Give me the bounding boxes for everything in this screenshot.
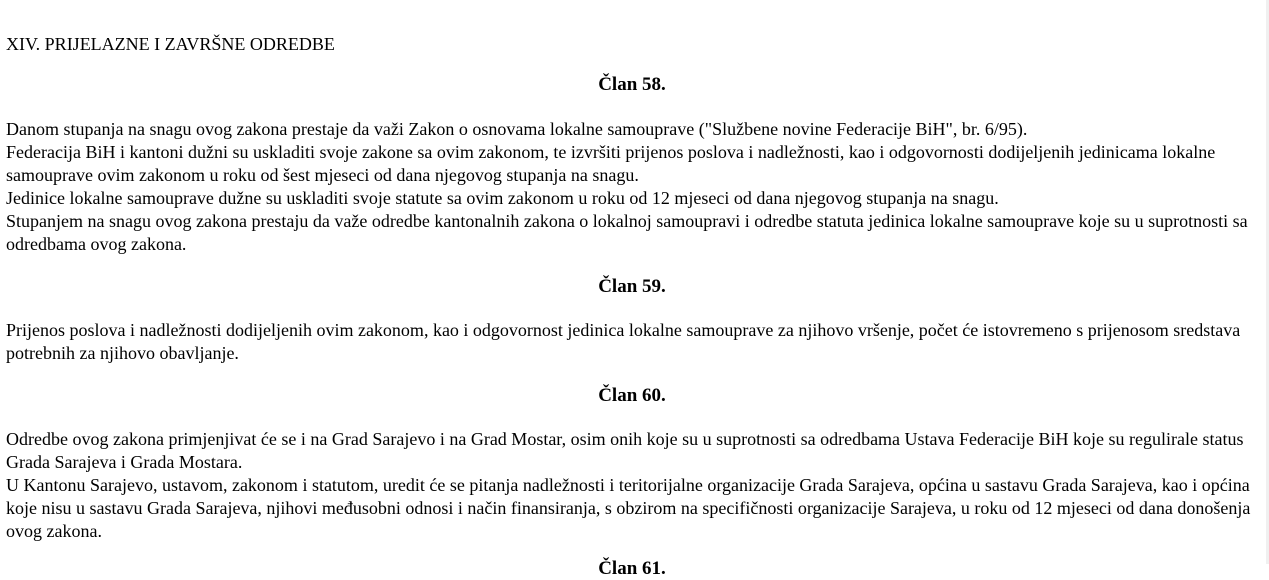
paragraph: Danom stupanja na snagu ovog zakona prestaje da važi Zakon o osnovama lokalne samouprave ("Službene novine Federacije BiH", br. 6/95). bbox=[6, 119, 1028, 139]
article-heading-61-partial: Član 61. bbox=[598, 558, 666, 579]
paragraph: Federacija BiH i kantoni dužni su uskladiti svoje zakone sa ovim zakonom, te izvršiti prijenos poslova i nadležnosti, kao i odgovornosti dodijeljenih jedinicama lokalne samouprave ovim zakonom u roku od šest mjeseci od dana njegovog stupanja na snagu. bbox=[6, 142, 1216, 185]
chapter-title: XIV. PRIJELAZNE I ZAVRŠNE ODREDBE bbox=[6, 34, 335, 54]
paragraph: U Kantonu Sarajevo, ustavom, zakonom i statutom, uredit će se pitanja nadležnosti i teritorijalne organizacije Grada Sarajeva, općina u sastavu Grada Sarajeva, kao i općina koje nisu u sastavu Grada Sarajeva, njihovi međusobni odnosi i način finansiranja, s obzirom na specifičnosti organizacije Sarajeva, u roku od 12 mjeseci od dana donošenja ovog zakona. bbox=[6, 475, 1251, 541]
paragraph: Stupanjem na snagu ovog zakona prestaju da važe odredbe kantonalnih zakona o lokalnoj samoupravi i odredbe statuta jedinica lokalne samouprave koje su u suprotnosti sa odredbama ovog zakona. bbox=[6, 211, 1248, 254]
article-heading-58: Član 58. bbox=[598, 74, 666, 95]
article-heading-59: Član 59. bbox=[598, 276, 666, 297]
paragraph: Prijenos poslova i nadležnosti dodijeljenih ovim zakonom, kao i odgovornost jedinica lokalne samouprave za njihovo vršenje, počet će istovremeno s prijenosom sredstava potrebnih za njihovo obavljanje. bbox=[6, 320, 1241, 363]
paragraph: Odredbe ovog zakona primjenjivat će se i na Grad Sarajevo i na Grad Mostar, osim onih koje su u suprotnosti sa odredbama Ustava Federacije BiH koje su regulirale status Grada Sarajeva i Grada Mostara. bbox=[6, 429, 1244, 472]
article-58-body bbox=[6, 118, 1258, 256]
article-heading-60: Član 60. bbox=[598, 385, 666, 406]
article-60-body bbox=[6, 428, 1258, 543]
paragraph: Jedinice lokalne samouprave dužne su uskladiti svoje statute sa ovim zakonom u roku od 12 mjeseci od dana njegovog stupanja na snagu. bbox=[6, 188, 999, 208]
article-59-body bbox=[6, 319, 1258, 365]
